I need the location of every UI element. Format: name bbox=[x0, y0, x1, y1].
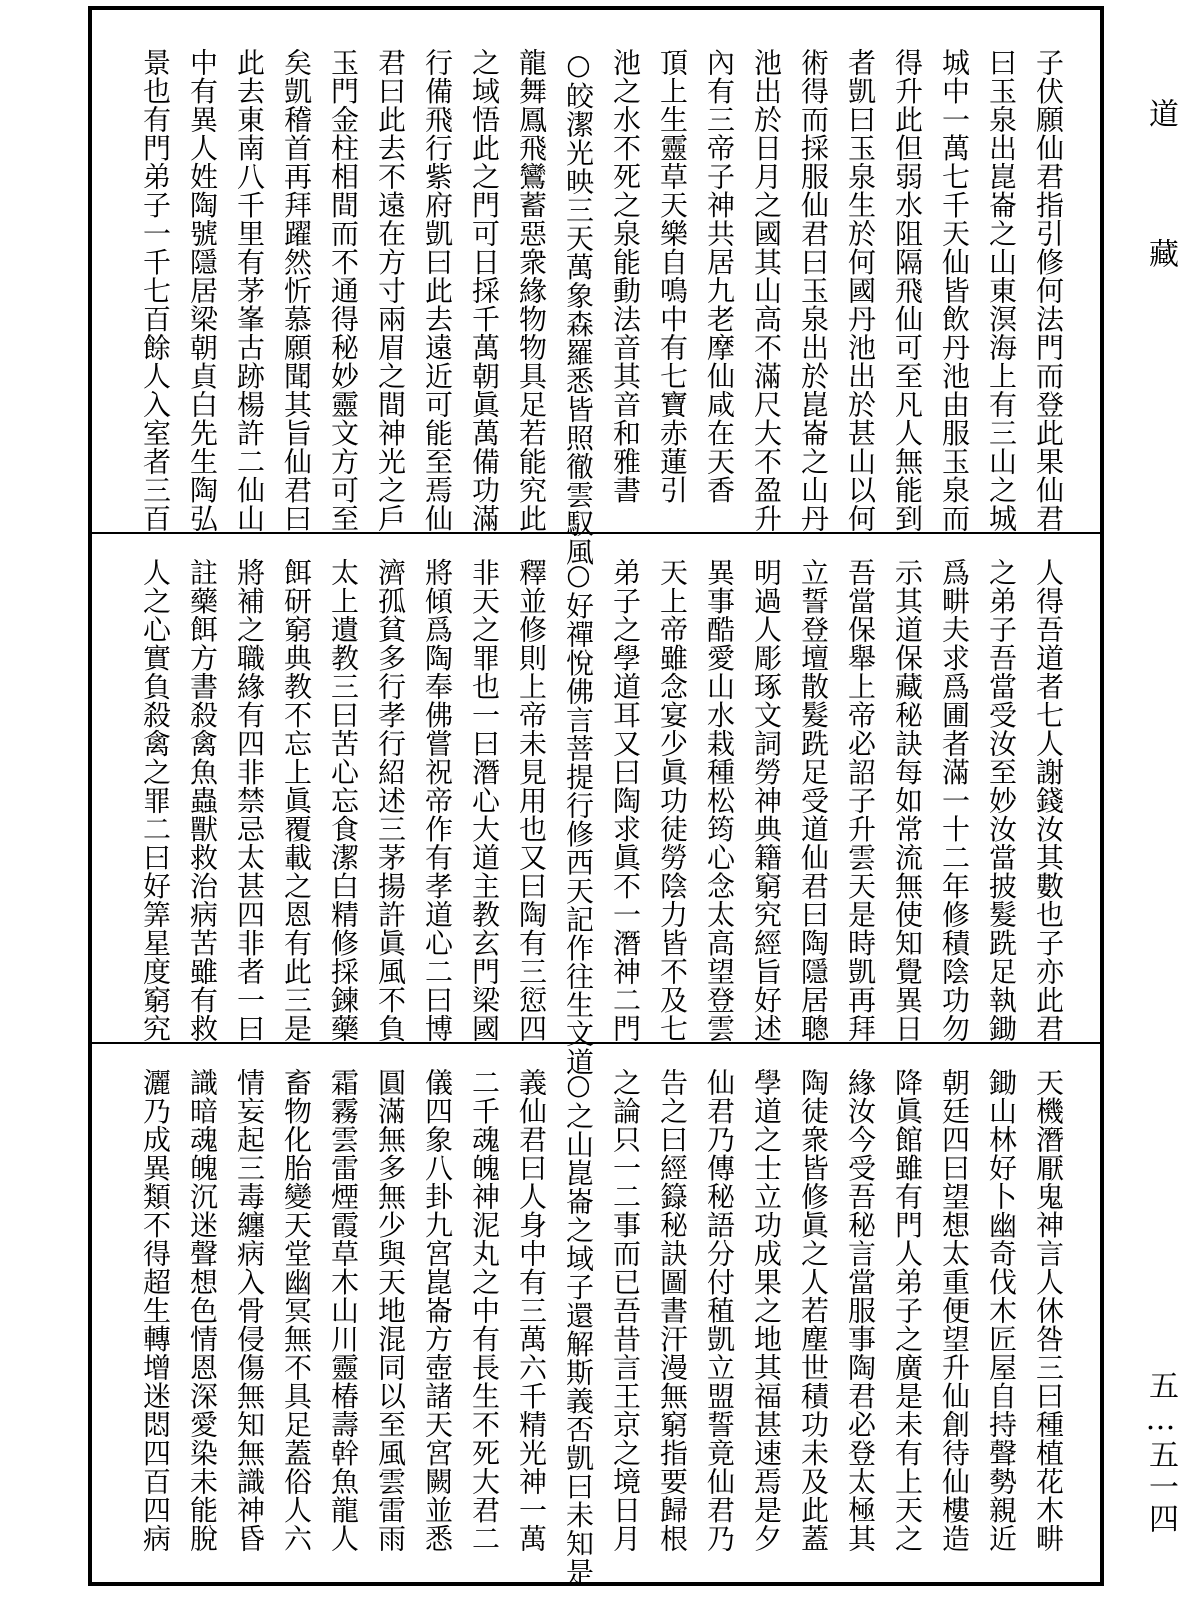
text-column: 太上遺教三曰苦心忘食潔白精修採鍊藥 bbox=[327, 558, 360, 1043]
text-column: 陶徒衆皆修眞之人若塵世積功未及此蓋 bbox=[797, 1068, 830, 1553]
text-column: 矣凱稽首再拜躍然忻慕願聞其旨仙君曰 bbox=[280, 48, 313, 533]
text-column: 立誓登壇散髮跣足受道仙君曰陶隱居聰 bbox=[797, 558, 830, 1043]
text-column: 術得而採服仙君曰玉泉出於崑崙之山丹 bbox=[797, 48, 830, 533]
text-column: 池出於日月之國其山高不滿尺大不盈升 bbox=[750, 48, 783, 533]
text-column: 人得吾道者七人謝錢汝其數也子亦此君 bbox=[1032, 558, 1065, 1043]
collection-title-char-2: 藏 bbox=[1143, 238, 1178, 268]
text-column: 玉門金柱相間而不通得秘妙靈文方可至 bbox=[327, 48, 360, 533]
text-column: 龍舞鳳飛鸞蓄惡衆緣物物具足若能究此 bbox=[515, 48, 548, 533]
text-column: 爲畊夫求爲圃者滿一十二年修積陰功勿 bbox=[938, 558, 971, 1043]
text-column: ○皎潔光映三天萬象森羅悉皆照徹雲馭風 bbox=[562, 48, 595, 566]
text-column: 餌研窮典教不忘上眞覆載之恩有此三是 bbox=[280, 558, 313, 1043]
text-column: 非天之罪也一曰潛心大道主教玄門梁國 bbox=[468, 558, 501, 1043]
text-column: 者凱曰玉泉生於何國丹池出於甚山以何 bbox=[844, 48, 877, 533]
text-column: 之弟子吾當受汝至妙汝當披髮跣足執鋤 bbox=[985, 558, 1018, 1043]
register-divider bbox=[92, 1042, 1100, 1044]
collection-title-char-1: 道 bbox=[1143, 98, 1178, 128]
text-column: 天機潛厭鬼神言人休咎三曰種植花木畊 bbox=[1032, 1068, 1065, 1553]
page-frame bbox=[88, 6, 1104, 1586]
text-column: 二千魂魄神泥丸之中有長生不死大君二 bbox=[468, 1068, 501, 1553]
text-column: 義仙君曰人身中有三萬六千精光神一萬 bbox=[515, 1068, 548, 1553]
text-column: 池之水不死之泉能動法音其音和雅書 bbox=[609, 48, 642, 504]
text-column: 告之曰經籙秘訣圖書汗漫無窮指要歸根 bbox=[656, 1068, 689, 1553]
text-column: 景也有門弟子一千七百餘人入室者三百 bbox=[139, 48, 172, 533]
page-number: 五…五一四 bbox=[1143, 1370, 1178, 1535]
text-column: 城中一萬七千天仙皆飲丹池由服玉泉而 bbox=[938, 48, 971, 533]
text-column: 君曰此去不遠在方寸兩眉之間神光之戶 bbox=[374, 48, 407, 533]
text-column: 之論只一二事而已吾昔言王京之境日月 bbox=[609, 1068, 642, 1553]
text-column: 朝廷四曰望想太重便望升仙創待仙樓造 bbox=[938, 1068, 971, 1553]
text-column: 將傾爲陶奉佛嘗祝帝作有孝道心二曰博 bbox=[421, 558, 454, 1043]
text-column: 得升此但弱水阻隔飛仙可至凡人無能到 bbox=[891, 48, 924, 533]
text-column: 儀四象八卦九宮崑崙方壺諸天宮闕並悉 bbox=[421, 1068, 454, 1553]
text-column: 頂上生靈草天樂自鳴中有七寶赤蓮引 bbox=[656, 48, 689, 504]
text-column: 註藥餌方書殺禽魚蟲獸救治病苦雖有救 bbox=[186, 558, 219, 1043]
text-column: 弟子之學道耳又曰陶求眞不一潛神二門 bbox=[609, 558, 642, 1043]
text-column: 霜霧雲雷煙霞草木山川靈椿壽幹魚龍人 bbox=[327, 1068, 360, 1553]
text-column: 情妄起三毒纏病入骨侵傷無知無識神昏 bbox=[233, 1068, 266, 1553]
text-column: 行備飛行紫府凱曰此去遠近可能至焉仙 bbox=[421, 48, 454, 533]
text-column: 識暗魂魄沉迷聲想色情恩深愛染未能脫 bbox=[186, 1068, 219, 1553]
text-column: 異事酷愛山水栽種松筠心念太高望登雲 bbox=[703, 558, 736, 1043]
text-column: 此去東南八千里有茅峯古跡楊許二仙山 bbox=[233, 48, 266, 533]
text-column: 明過人彫琢文詞勞神典籍窮究經旨好述 bbox=[750, 558, 783, 1043]
text-column: 鋤山林好卜幽奇伐木匠屋自持聲勢親近 bbox=[985, 1068, 1018, 1553]
text-column: 曰玉泉出崑崙之山東溟海上有三山之城 bbox=[985, 48, 1018, 533]
text-column: 天上帝雖念宴少眞功徒勞陰力皆不及七 bbox=[656, 558, 689, 1043]
text-column: 灑乃成異類不得超生轉增迷悶四百四病 bbox=[139, 1068, 172, 1553]
text-column: 將補之職緣有四非禁忌太甚四非者一曰 bbox=[233, 558, 266, 1043]
text-column: 學道之士立功成果之地其福甚速焉是夕 bbox=[750, 1068, 783, 1553]
text-column: 畜物化胎變天堂幽冥無不具足蓋俗人六 bbox=[280, 1068, 313, 1553]
register-bottom bbox=[92, 1068, 1100, 1586]
text-column: 吾當保舉上帝必詔子升雲天是時凱再拜 bbox=[844, 558, 877, 1043]
text-column: ○之山崑崙之域子還解斯義否凱曰未知是 bbox=[562, 1068, 595, 1586]
register-top bbox=[92, 48, 1100, 566]
text-column: 降眞館雖有門人弟子之廣是未有上天之 bbox=[891, 1068, 924, 1553]
register-divider bbox=[92, 532, 1100, 534]
text-column: 示其道保藏秘訣每如常流無使知覺異日 bbox=[891, 558, 924, 1043]
text-column: 仙君乃傳秘語分付稙凱立盟誓竟仙君乃 bbox=[703, 1068, 736, 1553]
text-column: ○好禪悅佛言菩提行修西天記作往生文道 bbox=[562, 558, 595, 1076]
text-column: 內有三帝子神共居九老摩仙咸在天香 bbox=[703, 48, 736, 504]
text-column: 中有異人姓陶號隱居梁朝貞白先生陶弘 bbox=[186, 48, 219, 533]
text-column: 圓滿無多無少與天地混同以至風雲雷雨 bbox=[374, 1068, 407, 1553]
register-middle bbox=[92, 558, 1100, 1076]
text-column: 濟孤貧多行孝行紹述三茅揚許眞風不負 bbox=[374, 558, 407, 1043]
text-column: 緣汝今受吾秘言當服事陶君必登太極其 bbox=[844, 1068, 877, 1553]
text-column: 之域悟此之門可日採千萬朝眞萬備功滿 bbox=[468, 48, 501, 533]
text-column: 人之心實負殺禽之罪二曰好筭星度窮究 bbox=[139, 558, 172, 1043]
text-column: 子伏願仙君指引修何法門而登此果仙君 bbox=[1032, 48, 1065, 533]
text-column: 釋並修則上帝未見用也又曰陶有三愆四 bbox=[515, 558, 548, 1043]
